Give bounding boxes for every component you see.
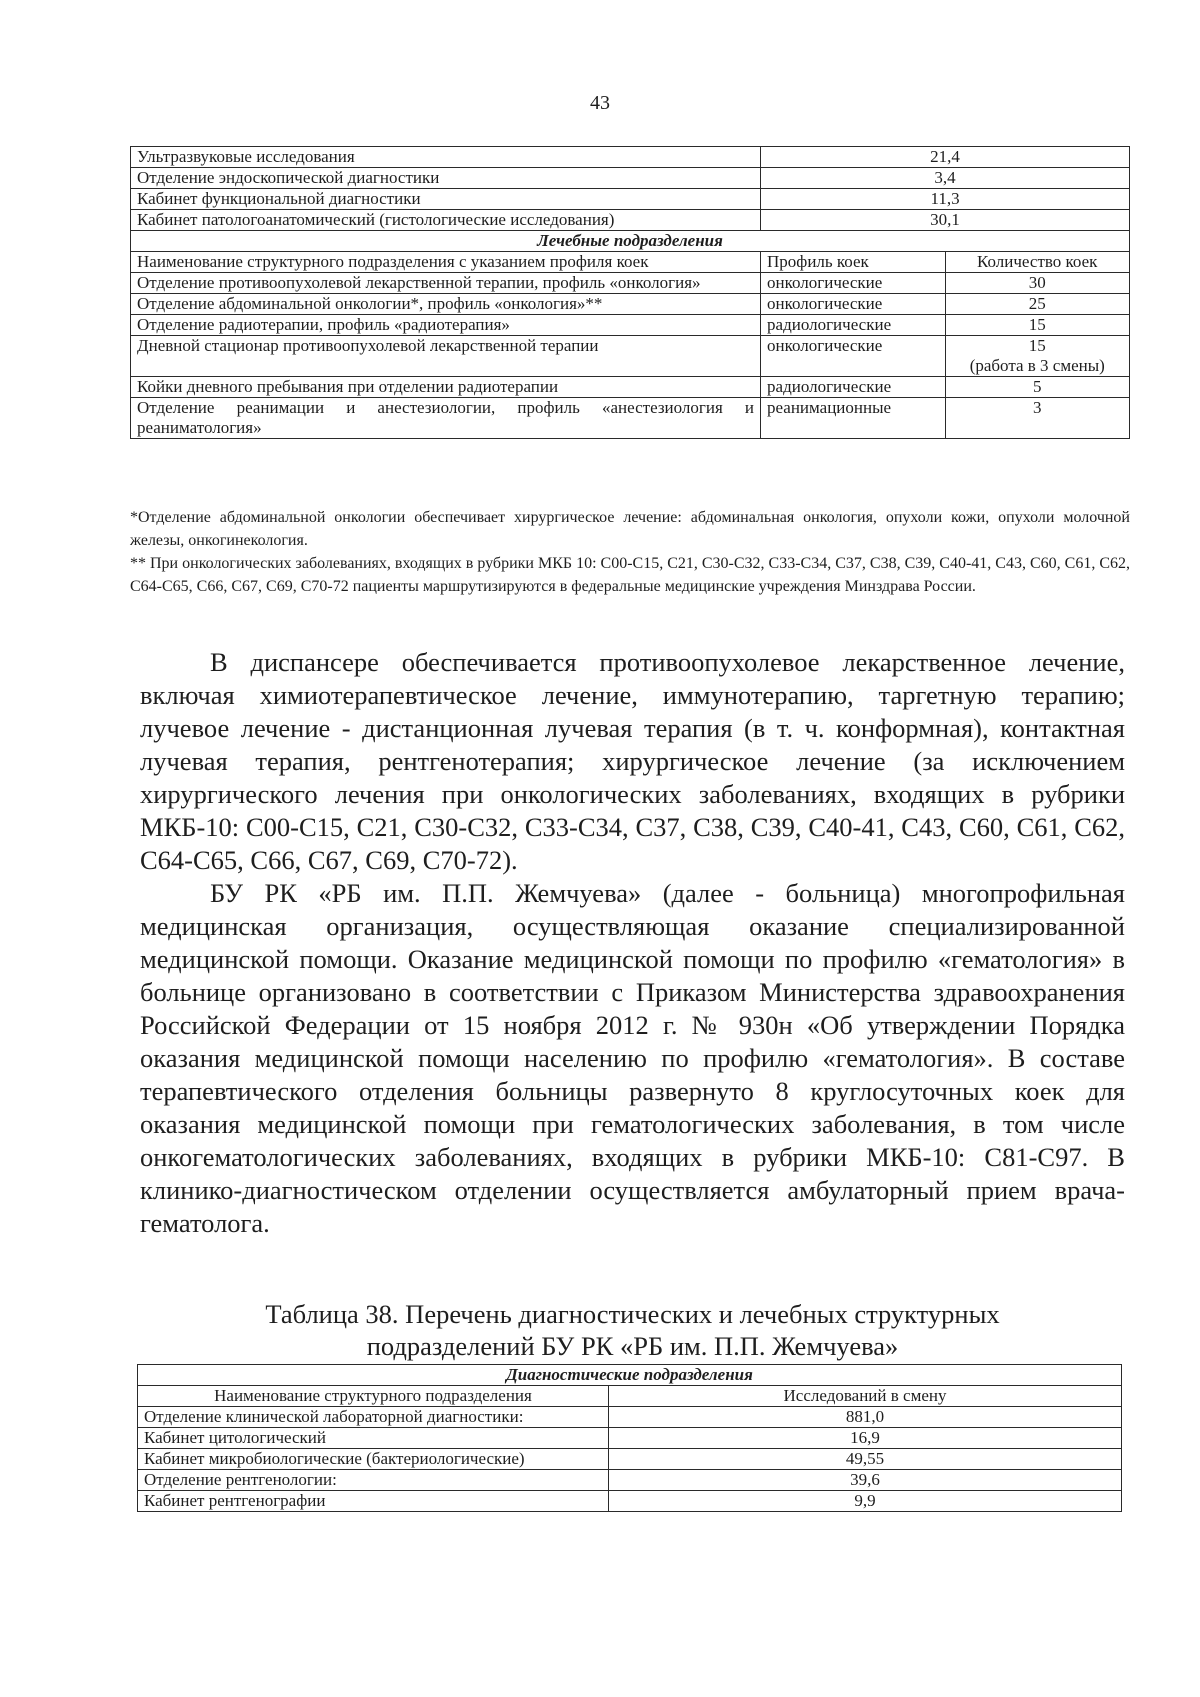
table-cell: 881,0 <box>609 1407 1122 1428</box>
table-cell: 30 <box>945 273 1130 294</box>
table-cell: 39,6 <box>609 1470 1122 1491</box>
section-title: Диагностические подразделения <box>138 1365 1122 1386</box>
paragraph: В диспансере обеспечивается противоопухолевое лекарственное лечение, включая химиотерапевтическое лечение, иммунотерапию, таргетную терапию; лучевое лечение - дистанционная лучевая терапия (в т. ч. конформная), контактная лучевая терапия, рентгенотерапия; хирургическое лечение (за исключением хирургического лечения при онкологических заболеваниях, входящих в рубрики МКБ-10: С00-С15, С21, С30-С32, С33-С34, С37, С38, С39, С40-41, С43, С60, С61, С62, С64-С65, С66, С67, С69, С70-72). <box>140 647 1125 875</box>
table-header-row <box>131 252 1130 273</box>
table-caption <box>140 1298 1125 1362</box>
table-cell: 3 <box>945 398 1130 439</box>
table-cell: Отделение эндоскопической диагностики <box>131 168 761 189</box>
caption-line: Таблица 38. Перечень диагностических и лечебных структурных <box>265 1299 1000 1329</box>
table-row <box>138 1407 1122 1428</box>
bed-count: 15 <box>1028 336 1046 355</box>
table-cell: 15 <box>945 315 1130 336</box>
paragraph: БУ РК «РБ им. П.П. Жемчуева» (далее - больница) многопрофильная медицинская организация, осуществляющая оказание специализированной медицинской помощи. Оказание медицинской помощи по профилю «гематология» в больнице организовано в соответствии с Приказом Министерства здравоохранения Российской Федерации от 15 ноября 2012 г. № 930н «Об утверждении Порядка оказания медицинской помощи населению по профилю «гематология». В составе терапевтического отделения больницы развернуто 8 круглосуточных коек для оказания медицинской помощи при гематологических заболевания, в том числе онкогематологических заболеваниях, входящих в рубрики МКБ-10: С81-С97. В клинико-диагностическом отделении осуществляется амбулаторный прием врача-гематолога. <box>140 878 1125 1238</box>
treatment-units-table <box>130 146 1130 439</box>
table-row <box>131 315 1130 336</box>
table-cell: Кабинет цитологический <box>138 1428 609 1449</box>
table-cell: 25 <box>945 294 1130 315</box>
table-cell: 9,9 <box>609 1491 1122 1512</box>
table-cell: Кабинет микробиологические (бактериологические) <box>138 1449 609 1470</box>
table-row <box>138 1470 1122 1491</box>
table-cell: Кабинет рентгенографии <box>138 1491 609 1512</box>
table-row <box>131 398 1130 439</box>
table-cell: 11,3 <box>761 189 1130 210</box>
table-row <box>131 273 1130 294</box>
table-cell: Койки дневного пребывания при отделении радиотерапии <box>131 377 761 398</box>
table-cell: Отделение клинической лабораторной диагностики: <box>138 1407 609 1428</box>
caption-line: подразделений БУ РК «РБ им. П.П. Жемчуева» <box>366 1331 899 1361</box>
footnote: ** При онкологических заболеваниях, входящих в рубрики МКБ 10: С00-С15, С21, С30-С32, С33-С34, С37, С38, С39, С40-41, С43, С60, С61, С62, С64-С65, С66, С67, С69, С70-72 пациенты маршрутизируются в федеральные медицинские учреждения Минздрава России. <box>130 555 1130 595</box>
table-row <box>131 336 1130 377</box>
table-row <box>138 1449 1122 1470</box>
diagnostic-units-table <box>137 1364 1122 1512</box>
table-row <box>131 147 1130 168</box>
table-section-row <box>131 231 1130 252</box>
table-cell: 16,9 <box>609 1428 1122 1449</box>
column-header: Наименование структурного подразделения с указанием профиля коек <box>131 252 761 273</box>
page-number: 43 <box>590 92 610 114</box>
table-cell <box>945 336 1130 377</box>
table-cell: Отделение рентгенологии: <box>138 1470 609 1491</box>
table-cell: 21,4 <box>761 147 1130 168</box>
table-row <box>131 294 1130 315</box>
table-header-row <box>138 1386 1122 1407</box>
footnotes <box>130 506 1130 598</box>
table-cell: 5 <box>945 377 1130 398</box>
table-cell: онкологические <box>761 294 945 315</box>
section-title: Лечебные подразделения <box>131 231 1130 252</box>
table-cell: радиологические <box>761 377 945 398</box>
table-cell: онкологические <box>761 336 945 377</box>
table-cell: 3,4 <box>761 168 1130 189</box>
table-cell: онкологические <box>761 273 945 294</box>
table-cell: Кабинет функциональной диагностики <box>131 189 761 210</box>
table-cell: Кабинет патологоанатомический (гистологические исследования) <box>131 210 761 231</box>
shift-note: (работа в 3 смены) <box>969 356 1105 375</box>
table-row <box>131 210 1130 231</box>
table-cell: радиологические <box>761 315 945 336</box>
table-cell: Отделение абдоминальной онкологии*, профиль «онкология»** <box>131 294 761 315</box>
footnote: *Отделение абдоминальной онкологии обеспечивает хирургическое лечение: абдоминальная онкология, опухоли кожи, опухоли молочной железы, онкогинекология. <box>130 509 1130 549</box>
table-cell: 49,55 <box>609 1449 1122 1470</box>
table-cell: Отделение противоопухолевой лекарственной терапии, профиль «онкология» <box>131 273 761 294</box>
table-cell: Отделение реанимации и анестезиологии, профиль «анестезиология и реаниматология» <box>131 398 761 439</box>
table-row <box>138 1428 1122 1449</box>
table-section-row <box>138 1365 1122 1386</box>
table-row <box>138 1491 1122 1512</box>
column-header: Профиль коек <box>761 252 945 273</box>
table-cell: Отделение радиотерапии, профиль «радиотерапия» <box>131 315 761 336</box>
column-header: Количество коек <box>945 252 1130 273</box>
table-cell: Дневной стационар противоопухолевой лекарственной терапии <box>131 336 761 377</box>
column-header: Исследований в смену <box>609 1386 1122 1407</box>
table-row <box>131 377 1130 398</box>
table-row <box>131 168 1130 189</box>
table-cell: Ультразвуковые исследования <box>131 147 761 168</box>
table-cell: 30,1 <box>761 210 1130 231</box>
body-text <box>140 646 1125 1240</box>
column-header: Наименование структурного подразделения <box>138 1386 609 1407</box>
table-cell: реанимационные <box>761 398 945 439</box>
table-row <box>131 189 1130 210</box>
